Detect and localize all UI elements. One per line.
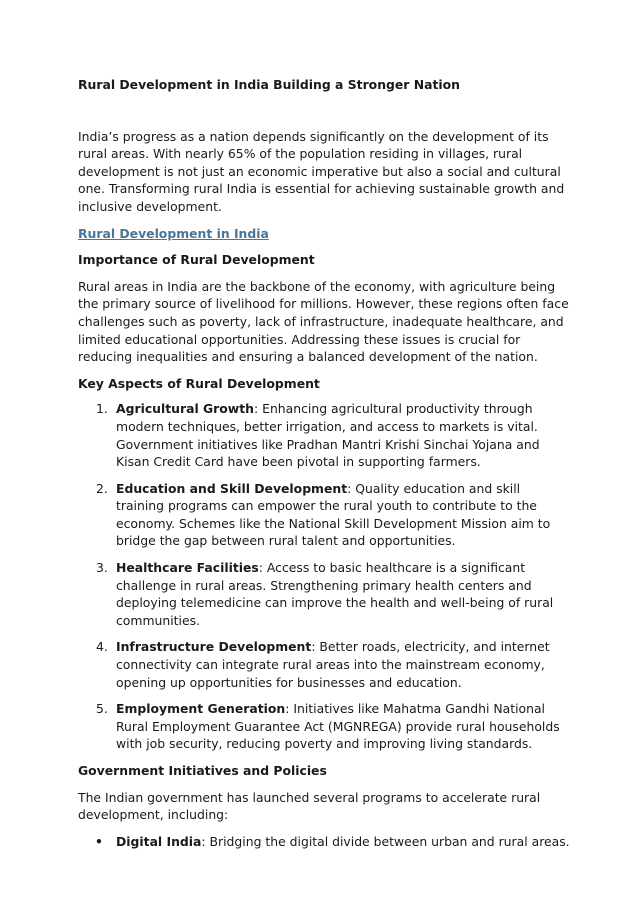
list-item-text: : Access to basic healthcare is a significant challenge in rural areas. Strengthening primary health centers and deploying telemedicine can improve the health and well-being of rural communities. xyxy=(116,560,554,628)
key-aspects-list xyxy=(78,400,570,753)
list-item-text: : Quality education and skill training programs can empower the rural youth to contribute to the economy. Schemes like the National Skill Development Mission aim to bridge the gap between rural talent and opportunities. xyxy=(116,480,551,549)
bullet-icon: • xyxy=(95,833,103,849)
list-item-term: Agricultural Growth xyxy=(116,401,254,417)
list-number: 2. xyxy=(96,480,108,496)
list-item xyxy=(78,400,570,470)
list-item xyxy=(78,638,570,691)
list-item-term: Employment Generation xyxy=(116,701,286,717)
list-item-term: Education and Skill Development xyxy=(116,480,348,496)
list-item xyxy=(78,559,570,629)
list-item xyxy=(78,700,570,753)
list-number: 5. xyxy=(96,701,108,717)
initiatives-bullet-list xyxy=(78,833,570,851)
list-item-term: Healthcare Facilities xyxy=(116,560,259,576)
importance-paragraph: Rural areas in India are the backbone of the economy, with agriculture being the primary source of livelihood for millions. However, these regions often face challenges such as poverty, lack of infrastructure, inadequate healthcare, and limited educational opportunities. Addressing these issues is crucial for reducing inequalities and ensuring a balanced development of the nation. xyxy=(78,278,569,365)
document-page xyxy=(78,76,570,850)
government-initiatives-paragraph: The Indian government has launched several programs to accelerate rural development, including: xyxy=(78,789,541,823)
list-item-term: Digital India xyxy=(116,833,202,849)
list-number: 1. xyxy=(96,401,108,417)
section-heading-key-aspects: Key Aspects of Rural Development xyxy=(78,375,320,391)
rural-development-link[interactable]: Rural Development in India xyxy=(78,225,269,241)
list-item-text: : Better roads, electricity, and internet connectivity can integrate rural areas into the mainstream economy, opening up opportunities for businesses and education. xyxy=(116,639,550,690)
list-item-text: : Bridging the digital divide between urban and rural areas. xyxy=(201,833,570,849)
list-item-text: : Enhancing agricultural productivity through modern techniques, better irrigation, and access to markets is vital. Government initiatives like Pradhan Mantri Krishi Sinchai Yojana and Kisan Credit Card have been pivotal in supporting farmers. xyxy=(116,401,540,470)
list-item xyxy=(78,833,570,851)
list-item-term: Infrastructure Development xyxy=(116,639,312,655)
list-item xyxy=(78,480,570,550)
intro-paragraph: India’s progress as a nation depends significantly on the development of its rural areas. With nearly 65% of the population residing in villages, rural development is not just an economic imperative but also a social and cultural one. Transforming rural India is essential for achieving sustainable growth and inclusive development. xyxy=(78,128,565,214)
list-number: 4. xyxy=(96,639,108,655)
list-number: 3. xyxy=(96,560,108,576)
section-heading-government-initiatives: Government Initiatives and Policies xyxy=(78,763,327,778)
section-heading-importance: Importance of Rural Development xyxy=(78,252,315,268)
document-title: Rural Development in India Building a Stronger Nation xyxy=(78,77,460,92)
list-item-text: : Initiatives like Mahatma Gandhi National Rural Employment Guarantee Act (MGNREGA) provide rural households with job security, reducing poverty and improving living standards. xyxy=(116,701,560,752)
